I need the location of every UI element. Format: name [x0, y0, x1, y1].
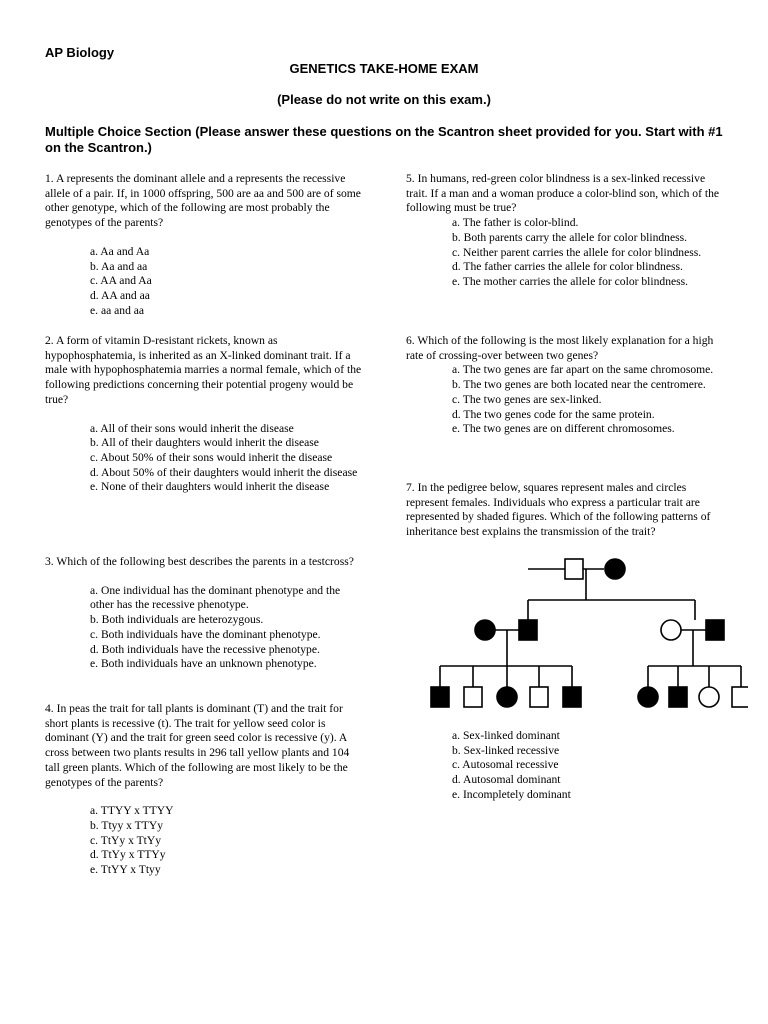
- choice-d: d. The father carries the allele for color blindness.: [452, 260, 683, 274]
- choice-a: a. Sex-linked dominant: [452, 729, 560, 742]
- question-1: [45, 172, 365, 318]
- choice-d: d. About 50% of their daughters would inherit the disease: [90, 465, 358, 479]
- choice-list: [452, 729, 702, 803]
- gen3-female-affected: [497, 687, 517, 707]
- choice-d: d. AA and aa: [90, 288, 150, 302]
- question-stem: 1. A represents the dominant allele and a represents the recessive allele of a pair. If, in 1000 offspring, 500 are aa and 500 are of some other genotype, which of the following are most probably the genotypes of the parents?: [45, 172, 361, 230]
- choice-b: b. Sex-linked recessive: [452, 743, 560, 757]
- choice-c: c. The two genes are sex-linked.: [452, 392, 602, 406]
- choice-c: c. Autosomal recessive: [452, 758, 559, 772]
- choice-e: e. The two genes are on different chromosomes.: [452, 422, 675, 436]
- gen2-male-affected: [519, 620, 537, 640]
- question-7-choices: [452, 729, 702, 803]
- question-3: [45, 555, 365, 672]
- question-4: [45, 702, 365, 878]
- exam-title: GENETICS TAKE-HOME EXAM: [289, 61, 479, 76]
- choice-c: c. About 50% of their sons would inherit the disease: [90, 450, 333, 464]
- choice-e: e. TtYY x Ttyy: [90, 863, 161, 877]
- choice-list: [90, 584, 360, 672]
- gen3-male-unaffected-3: [732, 687, 748, 707]
- exam-note: (Please do not write on this exam.): [277, 92, 491, 107]
- gen1-female-affected: [605, 559, 625, 579]
- choice-b: b. The two genes are both located near the centromere.: [452, 378, 706, 392]
- choice-c: c. TtYy x TtYy: [90, 833, 162, 847]
- gen3-female-affected-2: [638, 687, 658, 707]
- choice-b: b. Both individuals are heterozygous.: [90, 613, 264, 627]
- gen2-male-affected-2: [706, 620, 724, 640]
- choice-a: a. Aa and Aa: [90, 244, 150, 258]
- section-instructions: Multiple Choice Section (Please answer these questions on the Scantron sheet provided for you. Start with #1 on the Scantron.): [45, 124, 723, 155]
- gen3-male-affected-2: [563, 687, 581, 707]
- gen3-male-unaffected: [464, 687, 482, 707]
- choice-b: b. All of their daughters would inherit the disease: [90, 436, 319, 450]
- choice-list: [90, 804, 360, 878]
- choice-a: a. The father is color-blind.: [452, 216, 579, 230]
- choice-list: [90, 245, 360, 319]
- gen1-male-unaffected: [565, 559, 583, 579]
- question-stem: 3. Which of the following best describes the parents in a testcross?: [45, 555, 354, 568]
- choice-b: b. Both parents carry the allele for color blindness.: [452, 230, 688, 244]
- choice-d: d. Autosomal dominant: [452, 773, 561, 787]
- question-5: [406, 172, 726, 290]
- question-6: [406, 334, 726, 437]
- choice-a: a. All of their sons would inherit the disease: [90, 421, 294, 435]
- question-stem: 7. In the pedigree below, squares represent males and circles represent females. Individuals who express a particular trait are represented by shaded figures. Which of the following patterns of inheritance best explains the transmission of the trait?: [406, 481, 711, 539]
- gen3-male-affected-3: [669, 687, 687, 707]
- choice-e: e. None of their daughters would inherit the disease: [90, 480, 330, 494]
- course-label: AP Biology: [45, 45, 115, 60]
- question-stem: 5. In humans, red-green color blindness is a sex-linked recessive trait. If a man and a woman produce a color-blind son, which of the following must be true?: [406, 172, 720, 215]
- gen2-female-unaffected-spouse: [661, 620, 681, 640]
- choice-e: e. aa and aa: [90, 303, 145, 317]
- choice-list: [452, 216, 728, 290]
- gen3-female-unaffected: [699, 687, 719, 707]
- choice-a: a. One individual has the dominant phenotype and the other has the recessive phenotype.: [90, 583, 341, 612]
- choice-b: b. Aa and aa: [90, 259, 148, 273]
- choice-list: [452, 363, 728, 437]
- choice-a: a. The two genes are far apart on the same chromosome.: [452, 363, 714, 377]
- choice-c: c. AA and Aa: [90, 274, 152, 288]
- choice-e: e. Both individuals have an unknown phenotype.: [90, 657, 317, 671]
- choice-list: [90, 422, 360, 496]
- question-stem: 2. A form of vitamin D-resistant rickets, known as hypophosphatemia, is inherited as an X-linked dominant trait. If a male with hypophosphatemia marries a normal female, which of the following predictions concerning their potential progeny would be true?: [45, 334, 362, 406]
- choice-b: b. Ttyy x TTYy: [90, 818, 163, 832]
- gen3-male-unaffected-2: [530, 687, 548, 707]
- choice-e: e. Incompletely dominant: [452, 787, 571, 801]
- gen2-female-affected-spouse: [475, 620, 495, 640]
- choice-c: c. Both individuals have the dominant phenotype.: [90, 627, 321, 641]
- choice-d: d. The two genes code for the same protein.: [452, 407, 655, 421]
- choice-a: a. TTYY x TTYY: [90, 804, 174, 818]
- gen3-male-affected: [431, 687, 449, 707]
- question-7: [406, 481, 726, 540]
- pedigree-diagram: [425, 555, 748, 715]
- choice-c: c. Neither parent carries the allele for color blindness.: [452, 245, 702, 259]
- question-2: [45, 334, 365, 495]
- question-stem: 4. In peas the trait for tall plants is dominant (T) and the trait for short plants is recessive (t). The trait for yellow seed color is dominant (Y) and the trait for green seed color is recessive (y). A cross between two plants results in 296 tall yellow plants and 104 tall green plants. Which of the following are most likely to be the genotypes of the parents?: [45, 702, 350, 789]
- choice-d: d. Both individuals have the recessive phenotype.: [90, 642, 320, 656]
- choice-d: d. TtYy x TTYy: [90, 848, 166, 862]
- question-stem: 6. Which of the following is the most likely explanation for a high rate of crossing-over between two genes?: [406, 334, 714, 362]
- choice-e: e. The mother carries the allele for color blindness.: [452, 274, 689, 288]
